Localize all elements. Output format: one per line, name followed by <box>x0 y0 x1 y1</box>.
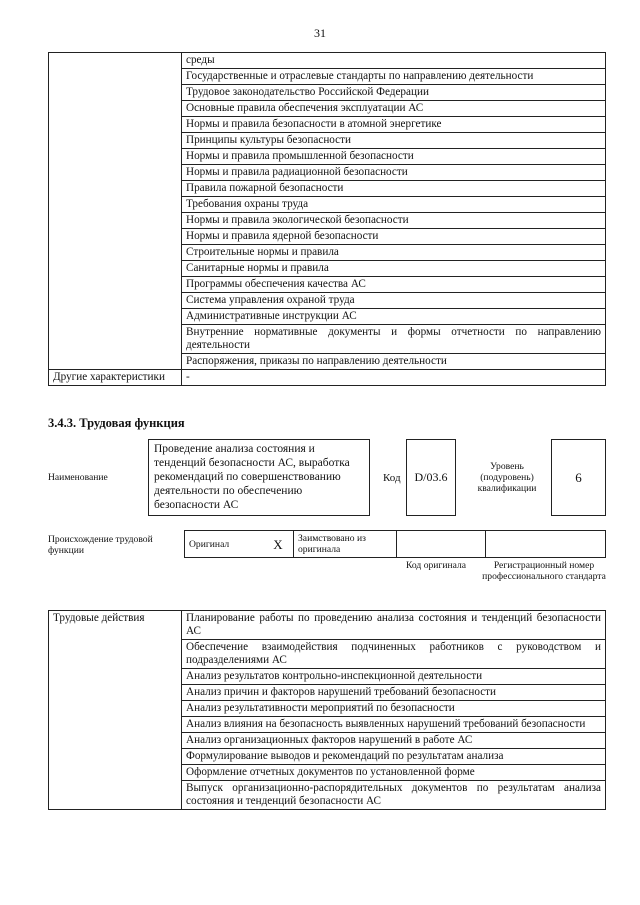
knowledge-item: Административные инструкции АС <box>182 309 606 325</box>
labor-actions-table <box>48 610 606 810</box>
origin-label: Происхождение трудовой функции <box>48 534 153 556</box>
knowledge-item: среды <box>182 53 606 69</box>
level-value-box: 6 <box>551 439 606 516</box>
knowledge-item: Внутренние нормативные документы и формы отчетности по направлению деятельности <box>182 325 606 354</box>
knowledge-item: Нормы и правила радиационной безопасности <box>182 165 606 181</box>
other-characteristics-label: Другие характеристики <box>49 370 182 386</box>
knowledge-item: Нормы и правила экологической безопасности <box>182 213 606 229</box>
borrowed-label: Заимствовано из оригинала <box>294 531 397 558</box>
knowledge-item: Строительные нормы и правила <box>182 245 606 261</box>
table-row <box>49 370 606 386</box>
knowledge-item: Нормы и правила промышленной безопасности <box>182 149 606 165</box>
knowledge-item: Основные правила обеспечения эксплуатации АС <box>182 101 606 117</box>
function-name-box: Проведение анализа состояния и тенденций безопасности АС, выработка рекомендаций по совершенствованию деятельности по обеспечению безопасности АС <box>148 439 370 516</box>
code-original-label: Код оригинала <box>405 560 467 571</box>
action-item: Планирование работы по проведению анализа состояния и тенденций безопасности АС <box>182 611 606 640</box>
reg-number-cell <box>486 531 606 558</box>
action-item: Формулирование выводов и рекомендаций по результатам анализа <box>182 749 606 765</box>
labor-actions-label: Трудовые действия <box>49 611 182 810</box>
knowledge-item: Правила пожарной безопасности <box>182 181 606 197</box>
code-value-box: D/03.6 <box>406 439 456 516</box>
knowledge-item: Распоряжения, приказы по направлению деятельности <box>182 354 606 370</box>
knowledge-item: Государственные и отраслевые стандарты по направлению деятельности <box>182 69 606 85</box>
action-item: Анализ результативности мероприятий по безопасности <box>182 701 606 717</box>
knowledge-item: Нормы и правила ядерной безопасности <box>182 229 606 245</box>
knowledge-label-cell <box>49 53 182 370</box>
code-label: Код <box>383 472 401 484</box>
knowledge-item: Принципы культуры безопасности <box>182 133 606 149</box>
knowledge-item: Система управления охраной труда <box>182 293 606 309</box>
page-number: 31 <box>314 26 326 40</box>
action-item: Анализ причин и факторов нарушений требований безопасности <box>182 685 606 701</box>
name-label: Наименование <box>48 472 108 483</box>
action-item: Анализ организационных факторов нарушений в работе АС <box>182 733 606 749</box>
table-row <box>49 611 606 640</box>
knowledge-item: Санитарные нормы и правила <box>182 261 606 277</box>
table-row <box>49 53 606 69</box>
original-mark: X <box>263 531 294 558</box>
other-characteristics-value: - <box>182 370 606 386</box>
section-title: 3.4.3. Трудовая функция <box>48 416 185 430</box>
reg-number-label: Регистрационный номер профессионального стандарта <box>482 560 606 582</box>
action-item: Обеспечение взаимодействия подчиненных работников с руководством и подразделениями АС <box>182 640 606 669</box>
knowledge-item: Требования охраны труда <box>182 197 606 213</box>
action-item: Оформление отчетных документов по установленной форме <box>182 765 606 781</box>
original-code-cell <box>397 531 486 558</box>
knowledge-table <box>48 52 606 386</box>
action-item: Выпуск организационно-распорядительных документов по результатам анализа состояния и тенденций безопасности АС <box>182 781 606 810</box>
action-item: Анализ влияния на безопасность выявленных нарушений требований безопасности <box>182 717 606 733</box>
table-row <box>185 531 606 558</box>
original-label: Оригинал <box>185 531 264 558</box>
knowledge-item: Нормы и правила безопасности в атомной энергетике <box>182 117 606 133</box>
action-item: Анализ результатов контрольно-инспекционной деятельности <box>182 669 606 685</box>
knowledge-item: Трудовое законодательство Российской Федерации <box>182 85 606 101</box>
level-label: Уровень (подуровень) квалификации <box>477 461 537 494</box>
knowledge-item: Программы обеспечения качества АС <box>182 277 606 293</box>
origin-table <box>184 530 606 558</box>
